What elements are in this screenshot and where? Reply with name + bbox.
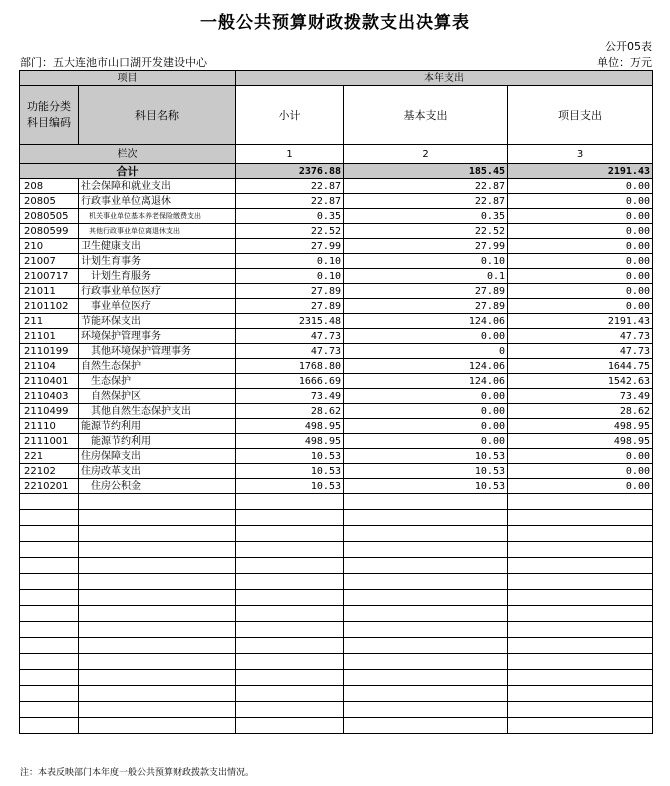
total-project: 2191.43 [508,164,653,179]
row-project: 28.62 [508,404,653,419]
table-row [20,419,653,434]
empty-cell [20,702,79,718]
empty-cell [508,510,653,526]
table-row [20,449,653,464]
empty-cell [344,574,508,590]
row-name: 能源节约利用 [79,419,236,434]
row-name: 卫生健康支出 [79,239,236,254]
table-row [20,314,653,329]
row-subtotal: 498.95 [236,434,344,449]
empty-cell [344,702,508,718]
row-code: 2110403 [20,389,79,404]
empty-cell [79,590,236,606]
row-name: 事业单位医疗 [79,299,236,314]
table-row [20,479,653,494]
empty-row [20,670,653,686]
empty-cell [20,718,79,734]
row-basic: 0.00 [344,329,508,344]
empty-row [20,590,653,606]
empty-cell [20,654,79,670]
empty-cell [20,638,79,654]
row-code: 21110 [20,419,79,434]
row-basic: 0.10 [344,254,508,269]
empty-cell [236,558,344,574]
row-basic: 0.00 [344,389,508,404]
row-name: 自然生态保护 [79,359,236,374]
empty-cell [508,526,653,542]
row-subtotal: 47.73 [236,344,344,359]
row-basic: 0.00 [344,419,508,434]
row-subtotal: 1666.69 [236,374,344,389]
empty-cell [20,574,79,590]
row-code: 2101102 [20,299,79,314]
empty-cell [20,542,79,558]
row-basic: 124.06 [344,314,508,329]
row-name: 计划生育服务 [79,269,236,284]
row-project: 1542.63 [508,374,653,389]
empty-cell [344,606,508,622]
unit-label: 单位：万元 [597,56,652,69]
empty-cell [344,654,508,670]
empty-cell [344,686,508,702]
total-subtotal: 2376.88 [236,164,344,179]
empty-cell [79,686,236,702]
row-code: 21104 [20,359,79,374]
table-row [20,404,653,419]
empty-cell [508,622,653,638]
report-title: 一般公共预算财政拨款支出决算表 [200,13,470,33]
row-project: 0.00 [508,224,653,239]
table-row [20,464,653,479]
empty-cell [344,590,508,606]
total-label: 合计 [20,164,236,179]
row-name: 住房保障支出 [79,449,236,464]
empty-cell [20,526,79,542]
row-name: 环境保护管理事务 [79,329,236,344]
empty-cell [79,494,236,510]
empty-cell [236,622,344,638]
row-code: 21011 [20,284,79,299]
empty-cell [236,510,344,526]
row-project: 0.00 [508,299,653,314]
row-subtotal: 22.87 [236,194,344,209]
row-code: 211 [20,314,79,329]
row-project: 47.73 [508,344,653,359]
table-row [20,344,653,359]
empty-cell [508,542,653,558]
row-code: 2100717 [20,269,79,284]
row-name: 节能环保支出 [79,314,236,329]
empty-cell [79,718,236,734]
empty-cell [508,702,653,718]
row-name: 生态保护 [79,374,236,389]
empty-cell [508,718,653,734]
row-project: 0.00 [508,284,653,299]
header-subject-name: 科目名称 [79,86,236,145]
row-subtotal: 2315.48 [236,314,344,329]
row-name: 行政事业单位离退休 [79,194,236,209]
empty-cell [344,542,508,558]
header-func-code: 功能分类科目编码 [20,86,79,145]
row-subtotal: 498.95 [236,419,344,434]
row-subtotal: 28.62 [236,404,344,419]
empty-cell [236,670,344,686]
row-basic: 0.00 [344,434,508,449]
table-row [20,194,653,209]
department-label: 部门：五大连池市山口湖开发建设中心 [20,56,207,69]
empty-cell [79,526,236,542]
empty-cell [344,558,508,574]
row-project: 0.00 [508,464,653,479]
row-subtotal: 10.53 [236,479,344,494]
header-col2: 2 [344,145,508,164]
header-project: 项目 [20,71,236,86]
table-row [20,299,653,314]
row-name: 其他行政事业单位离退休支出 [79,224,236,239]
footnote: 注：本表反映部门本年度一般公共预算财政拨款支出情况。 [20,768,255,778]
header-column-index: 栏次 [20,145,236,164]
empty-cell [79,542,236,558]
empty-cell [344,622,508,638]
empty-row [20,702,653,718]
row-subtotal: 10.53 [236,464,344,479]
table-row [20,269,653,284]
row-name: 机关事业单位基本养老保险缴费支出 [79,209,236,224]
empty-cell [20,558,79,574]
empty-row [20,718,653,734]
row-basic: 10.53 [344,449,508,464]
empty-cell [344,494,508,510]
row-project: 0.00 [508,209,653,224]
row-code: 22102 [20,464,79,479]
row-subtotal: 47.73 [236,329,344,344]
row-project: 0.00 [508,254,653,269]
row-code: 208 [20,179,79,194]
row-code: 2210201 [20,479,79,494]
empty-cell [79,638,236,654]
row-basic: 10.53 [344,479,508,494]
row-basic: 27.89 [344,299,508,314]
empty-row [20,526,653,542]
header-project-exp: 项目支出 [508,86,653,145]
table-row [20,359,653,374]
empty-cell [20,590,79,606]
empty-cell [508,670,653,686]
row-project: 1644.75 [508,359,653,374]
table-row [20,434,653,449]
expenditure-table [19,70,653,734]
empty-cell [79,558,236,574]
row-subtotal: 1768.80 [236,359,344,374]
table-row [20,254,653,269]
row-basic: 10.53 [344,464,508,479]
empty-row [20,510,653,526]
row-basic: 27.89 [344,284,508,299]
row-code: 2110401 [20,374,79,389]
empty-cell [236,590,344,606]
empty-cell [236,542,344,558]
row-project: 0.00 [508,239,653,254]
empty-cell [344,510,508,526]
empty-cell [79,702,236,718]
empty-cell [20,510,79,526]
row-project: 0.00 [508,194,653,209]
row-basic: 0.1 [344,269,508,284]
row-code: 210 [20,239,79,254]
row-basic: 27.99 [344,239,508,254]
header-subtotal: 小计 [236,86,344,145]
empty-cell [508,654,653,670]
empty-cell [508,574,653,590]
table-row [20,179,653,194]
row-project: 47.73 [508,329,653,344]
empty-row [20,574,653,590]
empty-cell [79,622,236,638]
row-subtotal: 0.35 [236,209,344,224]
row-basic: 22.52 [344,224,508,239]
row-code: 21007 [20,254,79,269]
empty-cell [236,526,344,542]
empty-cell [508,686,653,702]
row-basic: 0 [344,344,508,359]
row-subtotal: 27.89 [236,299,344,314]
empty-cell [79,574,236,590]
row-name: 其他环境保护管理事务 [79,344,236,359]
row-basic: 22.87 [344,179,508,194]
row-project: 0.00 [508,479,653,494]
empty-cell [20,494,79,510]
empty-cell [236,638,344,654]
row-subtotal: 22.52 [236,224,344,239]
row-name: 计划生育事务 [79,254,236,269]
empty-cell [508,606,653,622]
row-subtotal: 10.53 [236,449,344,464]
empty-cell [508,494,653,510]
row-project: 498.95 [508,419,653,434]
header-current-year: 本年支出 [236,71,653,86]
empty-cell [79,606,236,622]
table-row [20,284,653,299]
row-basic: 22.87 [344,194,508,209]
row-subtotal: 0.10 [236,254,344,269]
empty-row [20,654,653,670]
table-row [20,374,653,389]
row-code: 21101 [20,329,79,344]
empty-row [20,686,653,702]
row-subtotal: 73.49 [236,389,344,404]
empty-cell [236,494,344,510]
empty-cell [20,622,79,638]
row-code: 2110499 [20,404,79,419]
header-basic: 基本支出 [344,86,508,145]
row-name: 住房公积金 [79,479,236,494]
row-name: 行政事业单位医疗 [79,284,236,299]
empty-cell [508,558,653,574]
total-row [20,164,653,179]
row-project: 0.00 [508,179,653,194]
row-name: 社会保障和就业支出 [79,179,236,194]
row-name: 自然保护区 [79,389,236,404]
row-project: 498.95 [508,434,653,449]
header-col1: 1 [236,145,344,164]
empty-cell [508,638,653,654]
row-name: 其他自然生态保护支出 [79,404,236,419]
empty-cell [344,638,508,654]
empty-cell [344,526,508,542]
empty-cell [20,606,79,622]
empty-cell [236,718,344,734]
form-number: 公开05表 [605,40,652,53]
row-basic: 0.35 [344,209,508,224]
empty-row [20,542,653,558]
table-row [20,389,653,404]
row-code: 2080599 [20,224,79,239]
empty-cell [20,670,79,686]
row-project: 0.00 [508,449,653,464]
empty-cell [236,686,344,702]
row-name: 住房改革支出 [79,464,236,479]
table-row [20,239,653,254]
empty-row [20,558,653,574]
empty-cell [508,590,653,606]
empty-cell [79,670,236,686]
row-code: 2111001 [20,434,79,449]
row-basic: 124.06 [344,374,508,389]
row-code: 2080505 [20,209,79,224]
empty-row [20,494,653,510]
row-project: 2191.43 [508,314,653,329]
empty-row [20,638,653,654]
empty-cell [344,718,508,734]
empty-cell [236,606,344,622]
row-code: 20805 [20,194,79,209]
empty-cell [79,510,236,526]
row-project: 0.00 [508,269,653,284]
empty-row [20,622,653,638]
total-basic: 185.45 [344,164,508,179]
row-subtotal: 22.87 [236,179,344,194]
row-code: 221 [20,449,79,464]
row-project: 73.49 [508,389,653,404]
table-row [20,209,653,224]
row-subtotal: 27.89 [236,284,344,299]
row-code: 2110199 [20,344,79,359]
table-row [20,224,653,239]
empty-cell [344,670,508,686]
empty-cell [79,654,236,670]
empty-cell [236,574,344,590]
row-subtotal: 0.10 [236,269,344,284]
row-name: 能源节约利用 [79,434,236,449]
empty-cell [236,654,344,670]
row-subtotal: 27.99 [236,239,344,254]
empty-cell [236,702,344,718]
table-row [20,329,653,344]
row-basic: 0.00 [344,404,508,419]
empty-cell [20,686,79,702]
header-col3: 3 [508,145,653,164]
empty-row [20,606,653,622]
row-basic: 124.06 [344,359,508,374]
